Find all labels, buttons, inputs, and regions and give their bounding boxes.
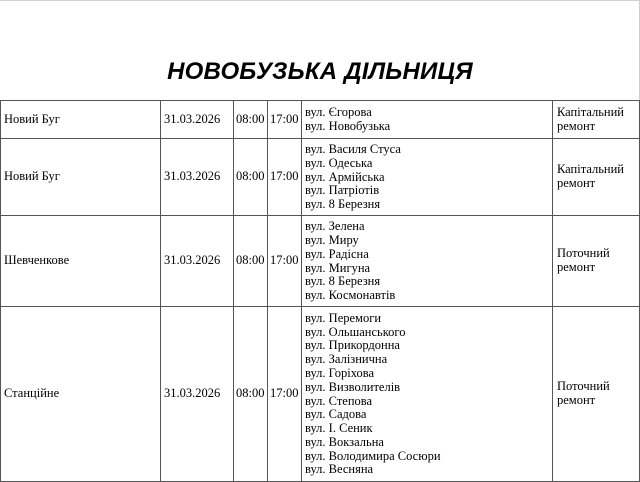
street-item: вул. Перемоги: [305, 310, 382, 325]
street-item: вул. Володимира Сосюри: [305, 448, 441, 463]
street-item: вул. Садова: [305, 407, 367, 422]
street-item: вул. Патріотів: [305, 183, 380, 198]
end-time-cell: 17:00: [268, 307, 302, 482]
end-time-cell: 17:00: [268, 216, 302, 307]
street-item: вул. Зелена: [305, 219, 365, 234]
place-cell: Новий Буг: [1, 101, 161, 139]
work-type-text: Капітальний ремонт: [557, 104, 624, 133]
work-type-cell: [553, 307, 640, 482]
street-item: вул. Горіхова: [305, 365, 375, 380]
date-cell: 31.03.2026: [161, 139, 234, 216]
date-cell: 31.03.2026: [161, 101, 234, 139]
street-item: вул. Єгорова: [305, 105, 372, 120]
street-item: вул. 8 Березня: [305, 274, 381, 289]
street-item: вул. Вокзальна: [305, 434, 384, 449]
start-time-cell: 08:00: [234, 307, 268, 482]
street-item: вул. Визволителів: [305, 379, 401, 394]
street-item: вул. Армійська: [305, 169, 385, 184]
start-time-cell: 08:00: [234, 216, 268, 307]
place-cell: Новий Буг: [1, 139, 161, 216]
street-item: вул. Миру: [305, 232, 359, 247]
work-type-text: Капітальний ремонт: [557, 162, 624, 190]
street-item: вул. Космонавтів: [305, 288, 396, 303]
streets-cell: [302, 307, 553, 482]
street-item: вул. Радісна: [305, 246, 369, 261]
street-item: вул. 8 Березня: [305, 197, 381, 212]
work-type-text: Поточний ремонт: [557, 246, 610, 274]
streets-cell: [302, 139, 553, 216]
table-row: [1, 101, 640, 139]
street-item: вул. Прикордонна: [305, 338, 400, 353]
table-row: [1, 307, 640, 482]
table-row: [1, 139, 640, 216]
work-type-cell: [553, 101, 640, 139]
work-type-cell: [553, 216, 640, 307]
street-item: вул. Одеська: [305, 155, 373, 170]
street-item: вул. Залізнична: [305, 352, 388, 367]
place-cell: Станційне: [1, 307, 161, 482]
streets-cell: [302, 216, 553, 307]
place-cell: Шевченкове: [1, 216, 161, 307]
date-cell: 31.03.2026: [161, 216, 234, 307]
street-item: вул. Степова: [305, 393, 373, 408]
street-item: вул. І. Сеник: [305, 421, 373, 436]
start-time-cell: 08:00: [234, 101, 268, 139]
end-time-cell: 17:00: [268, 101, 302, 139]
streets-cell: [302, 101, 553, 139]
street-item: вул. Василя Стуса: [305, 142, 401, 156]
street-item: вул. Мигуна: [305, 260, 371, 275]
street-item: вул. Ольшанського: [305, 324, 406, 339]
street-item: вул. Весняна: [305, 462, 374, 477]
outage-schedule-table: [0, 100, 640, 482]
work-type-cell: [553, 139, 640, 216]
page-title: НОВОБУЗЬКА ДІЛЬНИЦЯ: [167, 58, 473, 85]
start-time-cell: 08:00: [234, 139, 268, 216]
table-row: [1, 216, 640, 307]
end-time-cell: 17:00: [268, 139, 302, 216]
street-item: вул. Новобузька: [305, 119, 391, 133]
top-border-line: [0, 0, 640, 1]
date-cell: 31.03.2026: [161, 307, 234, 482]
work-type-text: Поточний ремонт: [557, 379, 610, 407]
